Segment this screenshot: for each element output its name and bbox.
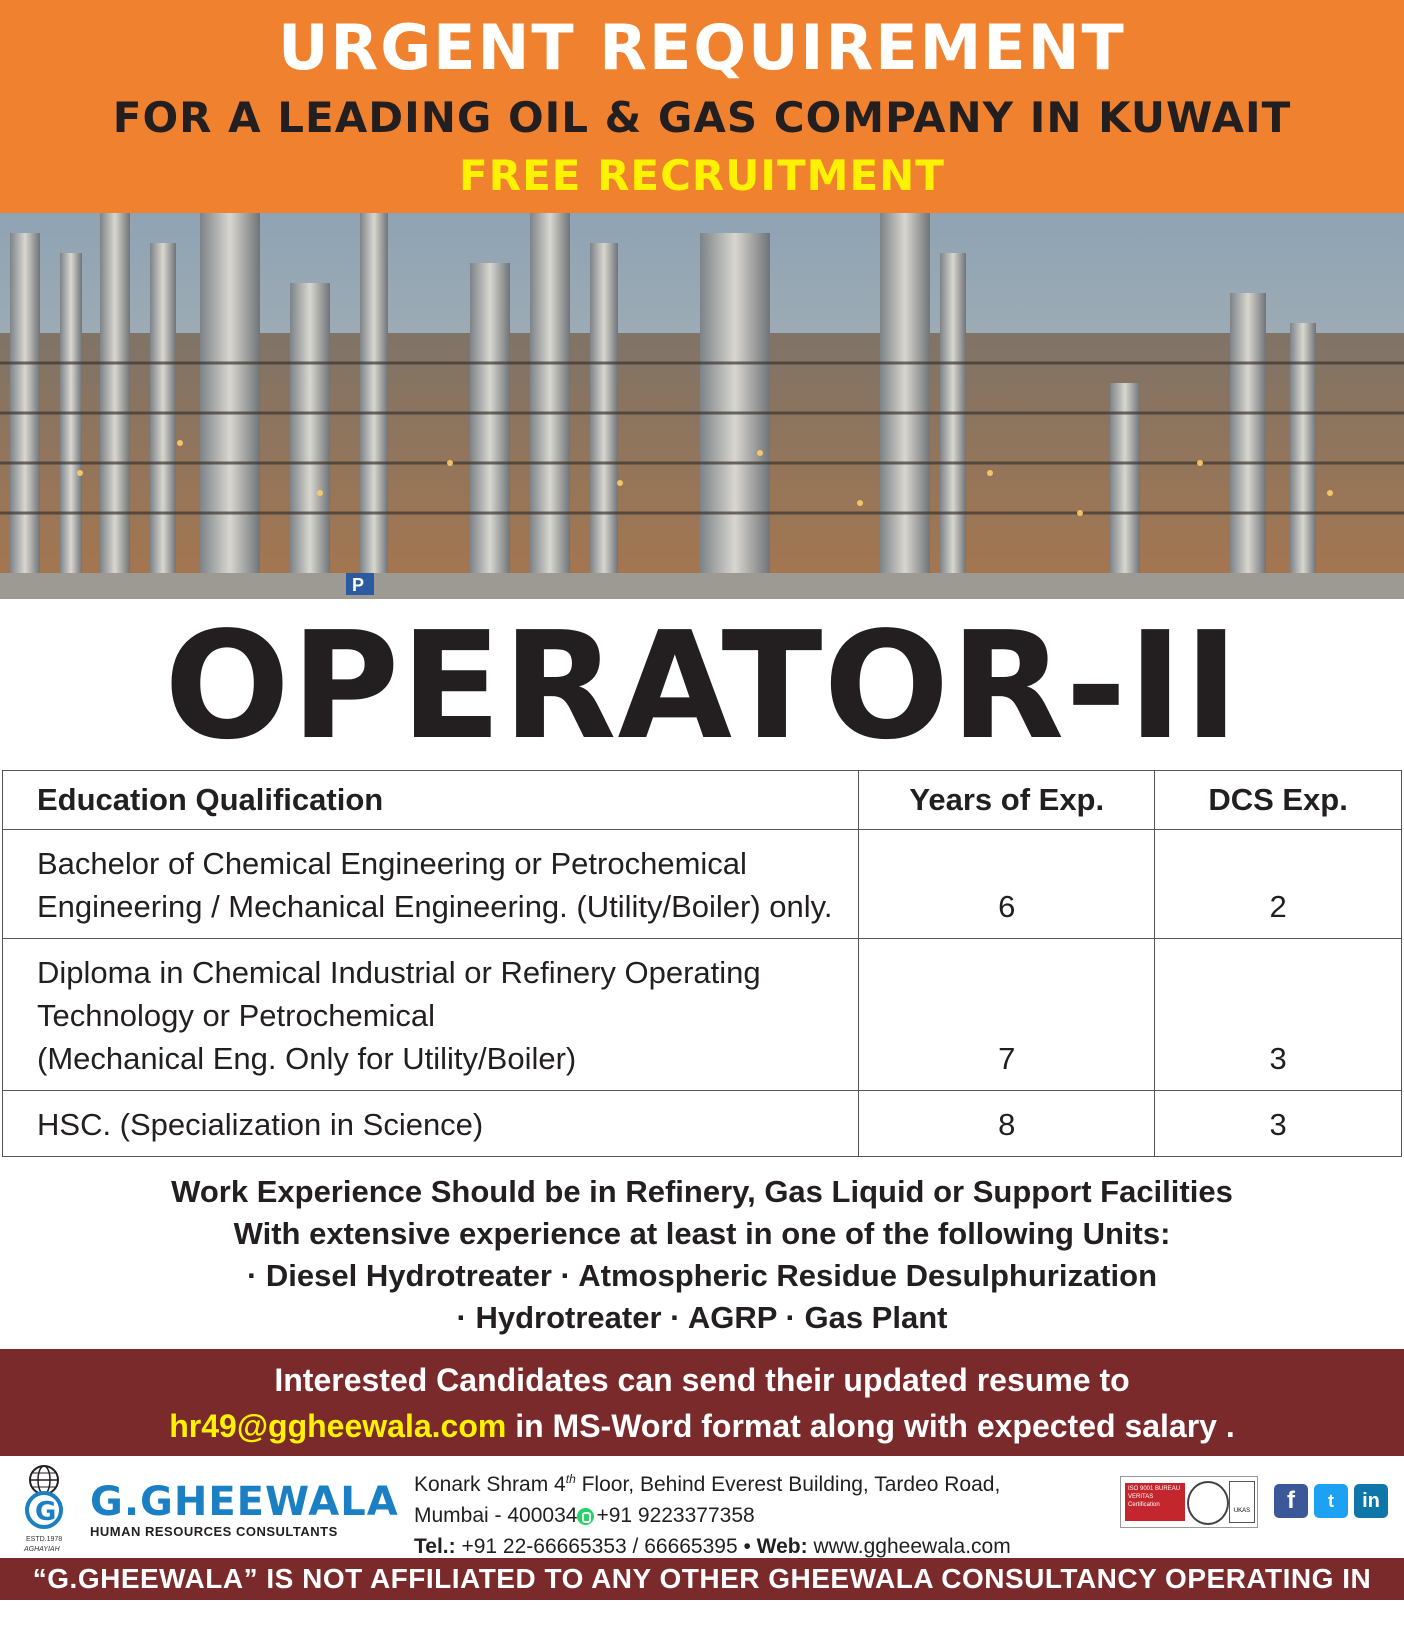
ukas-mark [1229,1481,1255,1523]
address-part-rest: Floor, Behind Everest Building, Tardeo Road, [575,1473,1001,1496]
header-dcs: DCS Exp. [1155,771,1402,830]
refinery-illustration [0,213,1404,599]
linkedin-icon[interactable]: in [1354,1484,1388,1518]
web-label: Web: [756,1535,808,1558]
brand-subtitle: HUMAN RESOURCES CONSULTANTS [90,1524,338,1539]
logo-tagline: AGHAYIAH [24,1546,60,1553]
bureau-veritas-mark [1125,1483,1185,1521]
tel-numbers[interactable]: +91 22-66665353 / 66665395 • [455,1535,757,1558]
twitter-icon[interactable]: t [1314,1484,1348,1518]
header-title: URGENT REQUIREMENT [278,11,1126,84]
qualification-cell [3,1091,859,1157]
header-years: Years of Exp. [859,771,1155,830]
table-header-row [3,771,1402,830]
dcs-cell: 2 [1155,830,1402,939]
qualification-cell [3,830,859,939]
address-part: Konark Shram 4 [414,1473,566,1496]
years-cell: 7 [859,939,1155,1091]
qualification-line: Diploma in Chemical Industrial or Refinery Operating [37,955,761,990]
apply-line-rest: in MS-Word format along with expected salary . [506,1408,1235,1444]
floor-superscript: th [565,1472,576,1486]
website-link[interactable]: www.ggheewala.com [807,1535,1011,1558]
years-cell: 6 [859,830,1155,939]
qualification-line: HSC. (Specialization in Science) [37,1107,484,1142]
work-line: Work Experience Should be in Refinery, Gas Liquid or Support Facilities [171,1174,1233,1209]
address-line-2 [414,1500,1011,1531]
qualification-cell [3,939,859,1091]
qualification-line: (Mechanical Eng. Only for Utility/Boiler) [37,1041,577,1076]
work-experience-block [0,1171,1404,1339]
header-subtitle: FOR A LEADING OIL & GAS COMPANY IN KUWAIT [112,93,1292,142]
table-row [3,939,1402,1091]
years-cell: 8 [859,1091,1155,1157]
work-line: · Hydrotreater · AGRP · Gas Plant [456,1300,948,1335]
job-title: OPERATOR-II [164,600,1240,772]
address-line-1 [414,1464,1011,1500]
apply-line: Interested Candidates can send their updated resume to [274,1362,1130,1398]
svg-text:G: G [35,1497,57,1527]
header-education: Education Qualification [3,771,859,830]
header-banner [0,0,1404,213]
iso-certification-badge [1120,1476,1258,1528]
qualification-line: Technology or Petrochemical [37,998,436,1033]
certification-seal-icon [1187,1481,1229,1525]
email-link[interactable]: hr49@ggheewala.com [169,1408,507,1444]
facebook-icon[interactable]: f [1274,1484,1308,1518]
globe-logo-icon [18,1462,74,1532]
brand-name: G.GHEEWALA [90,1479,399,1525]
dcs-cell: 3 [1155,1091,1402,1157]
whatsapp-icon [577,1508,594,1525]
dcs-cell: 3 [1155,939,1402,1091]
qualification-line: Bachelor of Chemical Engineering or Petrochemical [37,846,747,881]
apply-banner [0,1349,1404,1456]
work-line: · Diesel Hydrotreater · Atmospheric Residue Desulphurization [246,1258,1158,1293]
whatsapp-number[interactable]: +91 9223377358 [596,1504,755,1527]
established-label: ESTD.1978 [26,1536,63,1543]
footer [0,1456,1404,1558]
contact-address [414,1464,1011,1562]
free-recruitment-label: FREE RECRUITMENT [459,151,945,200]
address-city: Mumbai - 400034 [414,1504,578,1527]
disclaimer-bar: “G.GHEEWALA” IS NOT AFFILIATED TO ANY OTHER GHEEWALA CONSULTANCY OPERATING IN INDIA [0,1558,1404,1600]
qualification-line: Engineering / Mechanical Engineering. (Utility/Boiler) only. [37,889,833,924]
refinery-photo [0,213,1404,599]
table-row [3,830,1402,939]
tel-label: Tel.: [414,1535,456,1558]
requirements-table [2,770,1402,1157]
ukas-text: UKAS [1233,1508,1251,1514]
work-line: With extensive experience at least in one of the following Units: [233,1216,1171,1251]
parking-sign: P [352,575,365,595]
apply-line-2 [0,1404,1404,1448]
company-logo [14,1462,414,1554]
cert-text: ISO 9001 BUREAU VERITAS Certification [1128,1486,1181,1508]
table-row [3,1091,1402,1157]
